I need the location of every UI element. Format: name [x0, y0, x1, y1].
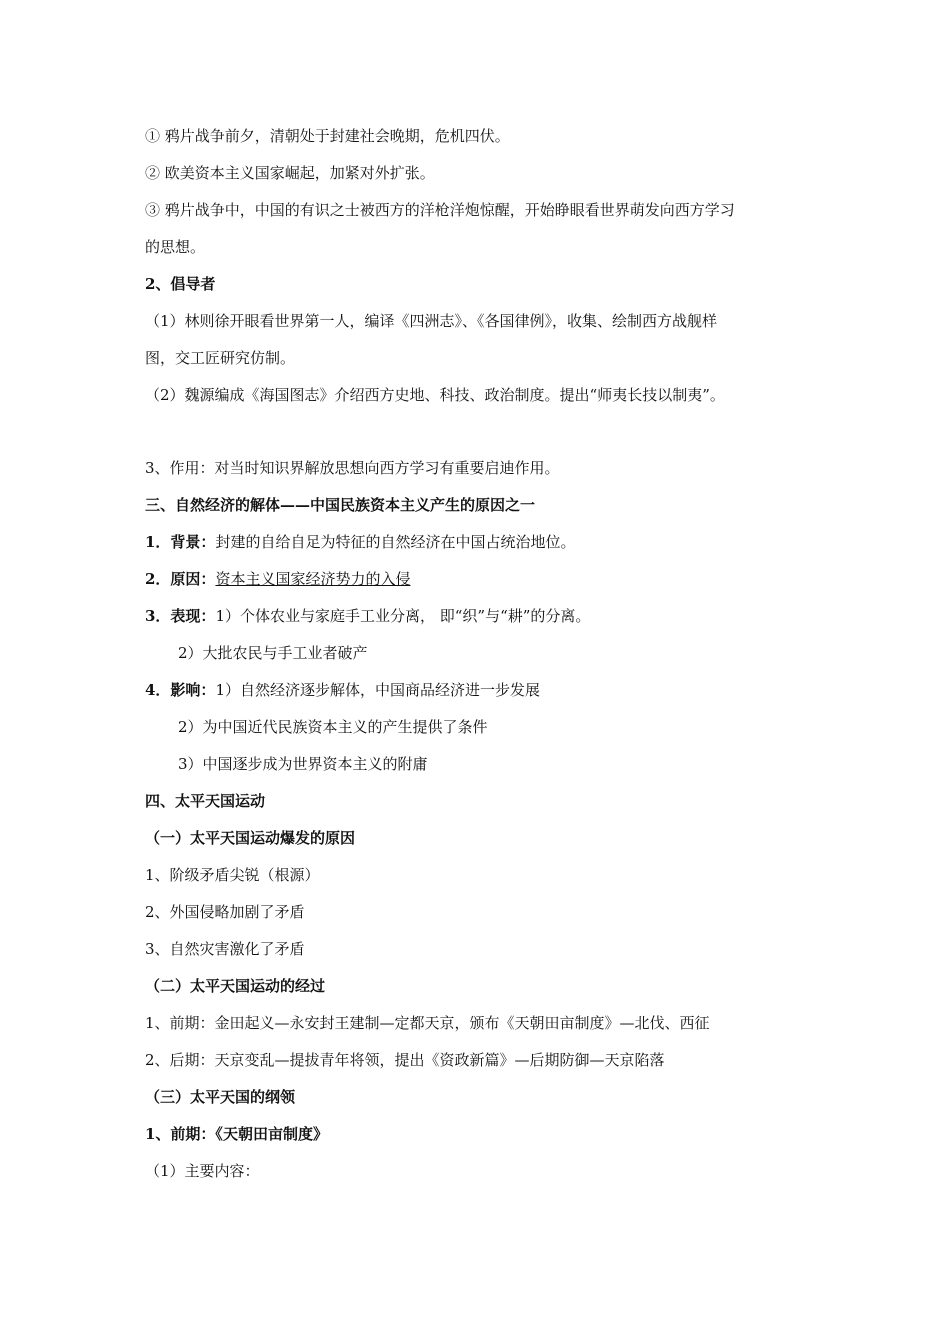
text-line: 2、外国侵略加剧了矛盾: [145, 903, 305, 921]
text-line: 2）为中国近代民族资本主义的产生提供了条件: [178, 718, 488, 736]
text-line: [145, 602, 815, 639]
section-heading: 四、太平天国运动: [145, 792, 266, 810]
text-line: （1）林则徐开眼看世界第一人，编译《四洲志》、《各国律例》，收集、绘制西方战舰样: [145, 312, 718, 330]
section-heading: 2、倡导者: [145, 275, 216, 293]
text-line: [145, 528, 815, 565]
text-line: 2、后期：天京变乱—提拔青年将领，提出《资政新篇》—后期防御—天京陷落: [145, 1051, 665, 1069]
item-label: 4．影响：: [145, 681, 216, 699]
subsection-heading: （二）太平天国运动的经过: [145, 977, 326, 995]
text-line: （1）主要内容：: [145, 1162, 260, 1180]
text-line: ③ 鸦片战争中，中国的有识之士被西方的洋枪洋炮惊醒，开始睁眼看世界萌发向西方学习: [145, 201, 735, 219]
document-body: [145, 122, 815, 1194]
item-label: 2．原因：: [145, 570, 216, 588]
text-line: 1、阶级矛盾尖锐（根源）: [145, 866, 320, 884]
text-line: 3）中国逐步成为世界资本主义的附庸: [178, 755, 428, 773]
text-line: [145, 676, 815, 713]
text-line: 1、前期：金田起义—永安封王建制—定都天京，颁布《天朝田亩制度》—北伐、西征: [145, 1014, 710, 1032]
section-heading: 三、自然经济的解体——中国民族资本主义产生的原因之一: [145, 496, 536, 514]
text-line: 图，交工匠研究仿制。: [145, 349, 296, 367]
text-line: ① 鸦片战争前夕，清朝处于封建社会晚期，危机四伏。: [145, 127, 510, 145]
blank-line: [145, 418, 815, 454]
item-text: 封建的自给自足为特征的自然经济在中国占统治地位。: [215, 533, 576, 551]
subsection-heading: （三）太平天国的纲领: [145, 1088, 296, 1106]
subsection-heading: （一）太平天国运动爆发的原因: [145, 829, 356, 847]
item-label: 3．表现：: [145, 607, 216, 625]
section-heading: 1、前期：《天朝田亩制度》: [145, 1125, 328, 1143]
text-line: [145, 565, 815, 602]
text-line: 的思想。: [145, 238, 206, 256]
item-text: 1）自然经济逐步解体，中国商品经济进一步发展: [215, 681, 540, 699]
text-line: （2）魏源编成《海国图志》介绍西方史地、科技、政治制度。提出“师夷长技以制夷”。: [145, 386, 725, 404]
text-line: 3、作用：对当时知识界解放思想向西方学习有重要启迪作用。: [145, 459, 560, 477]
item-label: 1．背景：: [145, 533, 216, 551]
underlined-text: 资本主义国家经济势力的入侵: [215, 570, 411, 588]
item-text: 1）个体农业与家庭手工业分离， 即“织”与“耕”的分离。: [215, 607, 591, 625]
text-line: ② 欧美资本主义国家崛起，加紧对外扩张。: [145, 164, 435, 182]
text-line: 2）大批农民与手工业者破产: [178, 644, 368, 662]
text-line: 3、自然灾害激化了矛盾: [145, 940, 305, 958]
